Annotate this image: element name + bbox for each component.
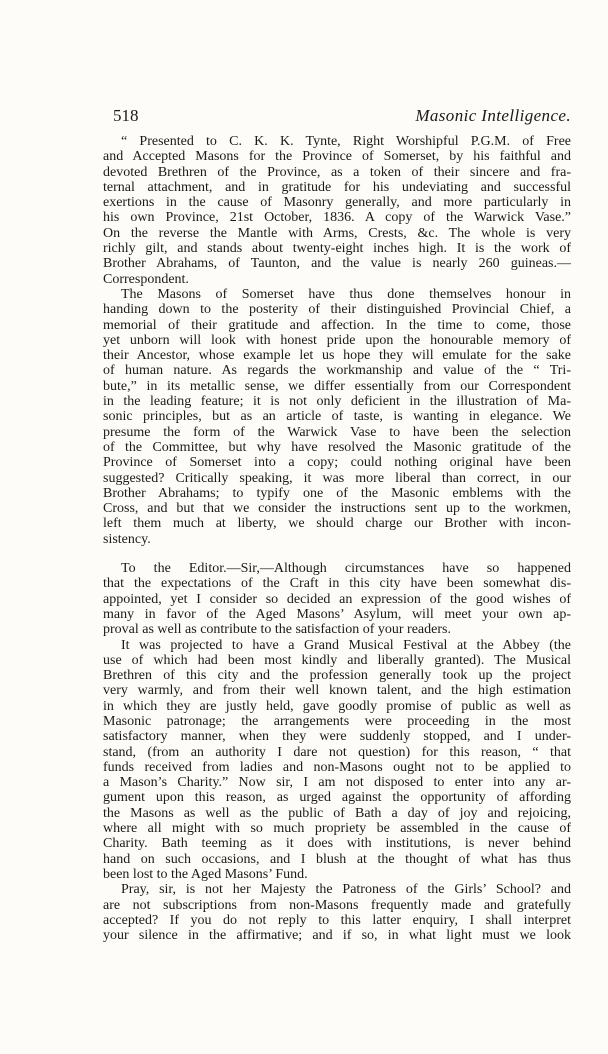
text-line: suggested? Critically speaking, it was more liberal than correct, in our bbox=[103, 470, 571, 486]
text-line: hand on such occasions, and I blush at the thought of what has thus bbox=[103, 851, 571, 867]
text-line: Province of Somerset into a copy; could nothing original have been bbox=[103, 455, 571, 471]
article-body bbox=[103, 134, 571, 943]
text-line: On the reverse the Mantle with Arms, Crests, &c. The whole is very bbox=[103, 225, 571, 241]
text-line: bute,” in its metallic sense, we differ essentially from our Correspondent bbox=[103, 378, 571, 394]
text-line: handing down to the posterity of their distinguished Provincial Chief, a bbox=[103, 302, 571, 318]
text-line: your silence in the affirmative; and if so, in what light must we look bbox=[103, 928, 571, 944]
text-line: “ Presented to C. K. K. Tynte, Right Worshipful P.G.M. of Free bbox=[121, 134, 571, 149]
text-line: in the leading feature; it is not only deficient in the illustration of Ma- bbox=[103, 394, 571, 410]
paragraph bbox=[103, 287, 571, 547]
text-line: exertions in the cause of Masonry generally, and more particularly in bbox=[103, 195, 571, 211]
text-line: gument upon this reason, as urged against the opportunity of affording bbox=[103, 790, 571, 806]
text-line: ternal attachment, and in gratitude for his undeviating and successful bbox=[103, 179, 571, 195]
paragraph bbox=[103, 134, 571, 287]
text-line: of the Committee, but why have resolved the Masonic gratitude of the bbox=[103, 439, 571, 455]
running-title: Masonic Intelligence. bbox=[415, 106, 571, 125]
text-line: many in favor of the Aged Masons’ Asylum, will meet your own ap- bbox=[103, 606, 571, 622]
text-line: are not subscriptions from non-Masons frequently made and gratefully bbox=[103, 897, 571, 913]
text-line: and Accepted Masons for the Province of Somerset, by his faithful and bbox=[103, 149, 571, 165]
text-line: The Masons of Somerset have thus done themselves honour in bbox=[121, 286, 571, 302]
text-line: left them much at liberty, we should charge our Brother with incon- bbox=[103, 516, 571, 532]
text-line: devoted Brethren of the Province, as a token of their sincere and fra- bbox=[103, 164, 571, 180]
paragraph-gap bbox=[103, 547, 571, 561]
paragraph bbox=[103, 882, 571, 943]
text-line: been lost to the Aged Masons’ Fund. bbox=[103, 866, 308, 882]
text-line: stand, (from an authority I dare not question) for this reason, “ that bbox=[103, 744, 571, 760]
text-line: in which they are justly held, gave goodly promise of public as well as bbox=[103, 698, 571, 714]
text-line: Cross, and but that we consider the instructions sent up to the workmen, bbox=[103, 501, 571, 517]
page-number: 518 bbox=[113, 106, 139, 125]
text-line: sistency. bbox=[103, 531, 151, 547]
text-line: Masonic patronage; the arrangements were proceeding in the most bbox=[103, 713, 571, 729]
text-line: accepted? If you do not reply to this latter enquiry, I shall interpret bbox=[103, 912, 571, 928]
text-line: To the Editor.—Sir,—Although circumstances have so happened bbox=[121, 561, 571, 577]
text-line: a Mason’s Charity.” Now sir, I am not disposed to enter into any ar- bbox=[103, 775, 571, 791]
text-line: of human nature. As regards the workmanship and value of the “ Tri- bbox=[103, 363, 571, 379]
text-line: sonic principles, but as an article of taste, is wanting in elegance. We bbox=[103, 409, 571, 425]
text-line: Correspondent. bbox=[103, 271, 189, 287]
text-line: yet unborn will look with honest pride upon the honourable memory of bbox=[103, 332, 571, 348]
text-line: It was projected to have a Grand Musical Festival at the Abbey (the bbox=[121, 637, 571, 653]
text-line: funds received from ladies and non-Masons ought not to be applied to bbox=[103, 759, 571, 775]
paragraph bbox=[103, 638, 571, 883]
text-line: very warmly, and from their well known talent, and the high estimation bbox=[103, 683, 571, 699]
text-line: Charity. Bath teeming as it does with institutions, is never behind bbox=[103, 836, 571, 852]
text-line: proval as well as contribute to the satisfaction of your readers. bbox=[103, 622, 451, 638]
text-line: Pray, sir, is not her Majesty the Patroness of the Girls’ School? and bbox=[121, 882, 571, 898]
text-line: Brother Abrahams, of Taunton, and the value is nearly 260 guineas.— bbox=[103, 256, 571, 272]
book-page bbox=[103, 103, 571, 943]
text-line: where all might with so much propriety be assembled in the cause of bbox=[103, 821, 571, 837]
text-line: Brethren of this city and the profession generally took up the project bbox=[103, 668, 571, 684]
paragraph bbox=[103, 561, 571, 637]
text-line: that the expectations of the Craft in this city have been somewhat dis- bbox=[103, 576, 571, 592]
text-line: memorial of their gratitude and affection. In the time to come, those bbox=[103, 317, 571, 333]
text-line: his own Province, 21st October, 1836. A copy of the Warwick Vase.” bbox=[103, 210, 571, 226]
text-line: satisfactory manner, when they were suddenly stopped, and I under- bbox=[103, 729, 571, 745]
text-line: presume the form of the Warwick Vase to have been the selection bbox=[103, 424, 571, 440]
text-line: the Masons as well as the public of Bath a day of joy and rejoicing, bbox=[103, 805, 571, 821]
text-line: Brother Abrahams; to typify one of the Masonic emblems with the bbox=[103, 485, 571, 501]
text-line: use of which had been most kindly and liberally granted). The Musical bbox=[103, 652, 571, 668]
page-header bbox=[103, 103, 571, 129]
text-line: richly gilt, and stands about twenty-eight inches high. It is the work of bbox=[103, 241, 571, 257]
text-line: appointed, yet I consider so decided an expression of the good wishes of bbox=[103, 591, 571, 607]
text-line: their Ancestor, whose example let us hope they will emulate for the sake bbox=[103, 348, 571, 364]
